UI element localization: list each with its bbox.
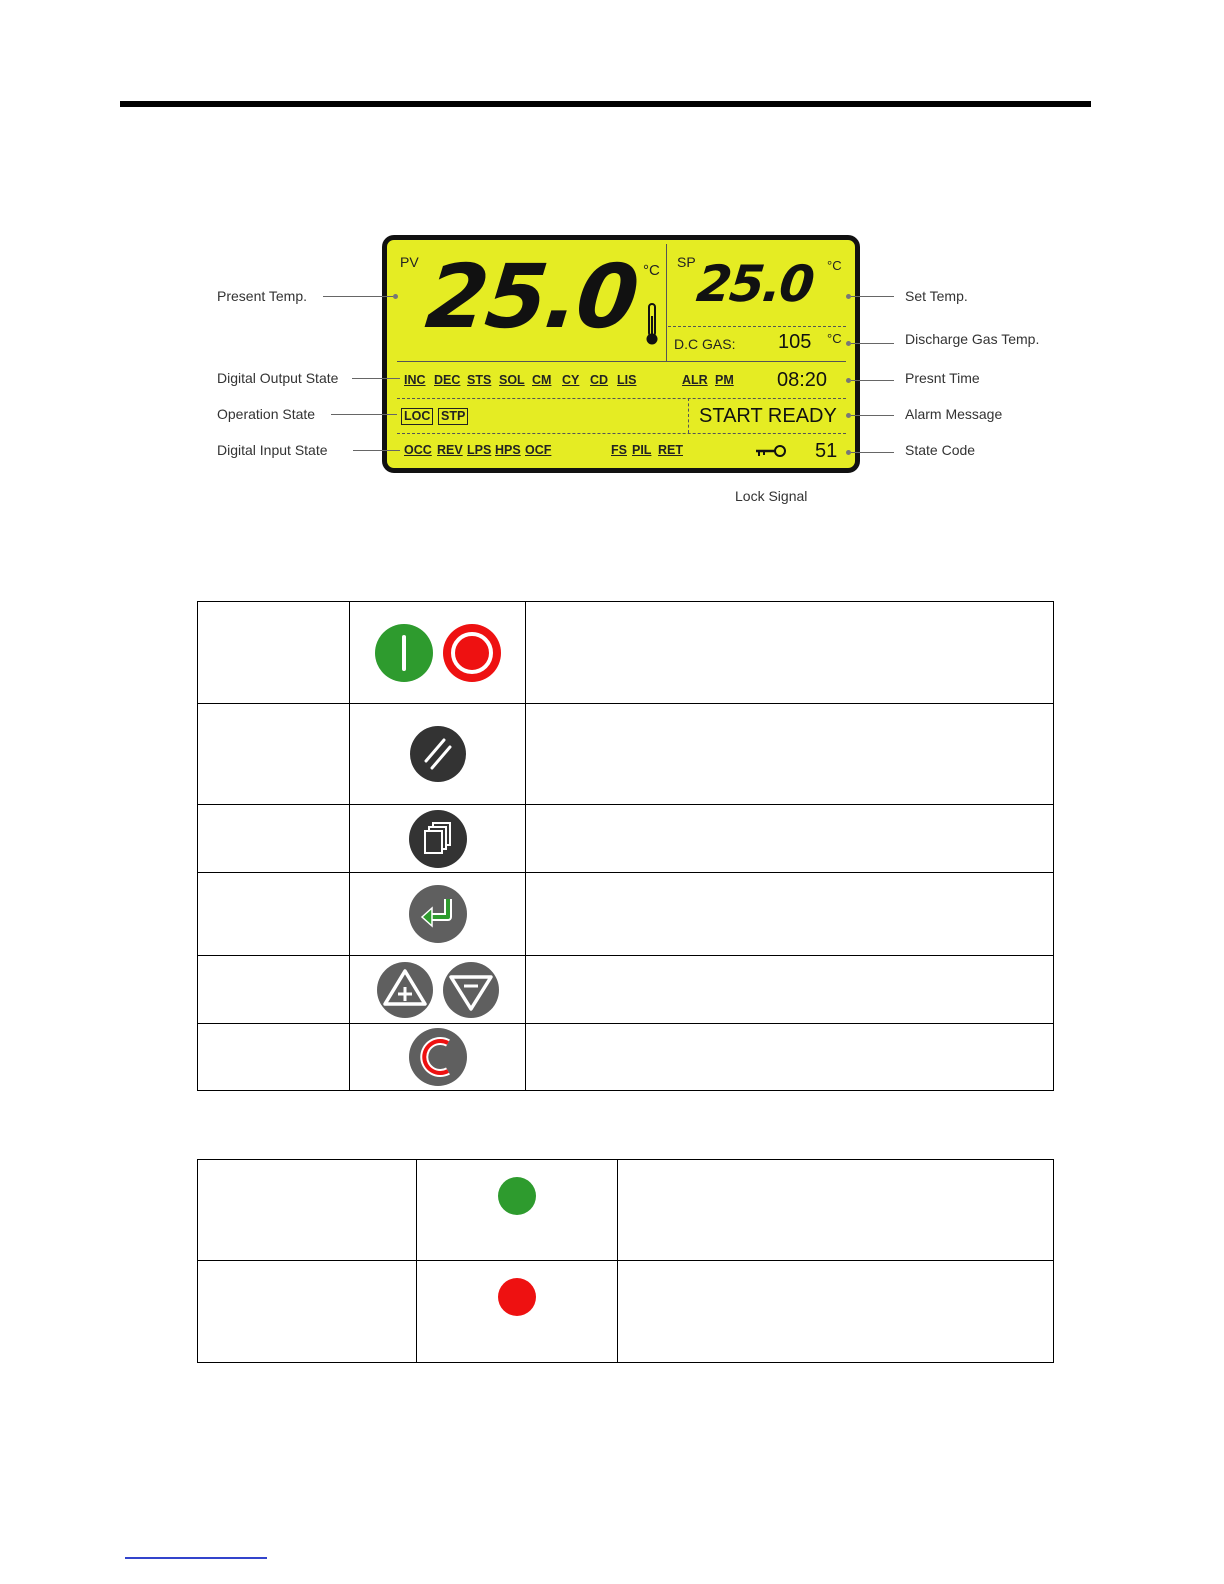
table-row (198, 1024, 1054, 1091)
table-row (198, 1261, 1054, 1363)
alarm-message: START READY (699, 405, 837, 427)
leader-set-temp (851, 296, 894, 297)
table-cell (350, 704, 526, 805)
leader-digital-input (353, 450, 400, 451)
leader-operation-state (331, 414, 397, 415)
lcd-divider-main (397, 361, 846, 362)
output-inc: INC (404, 373, 426, 387)
operation-loc: LOC (401, 408, 433, 425)
lock-key-icon (754, 444, 788, 458)
leader-alarm-message (851, 415, 894, 416)
table-cell (198, 873, 350, 956)
lcd-display (382, 235, 860, 473)
power-on-icon[interactable] (374, 623, 434, 683)
lcd-divider-dashed (668, 326, 846, 327)
callout-state-code: State Code (905, 442, 976, 458)
callout-digital-output-state: Digital Output State (217, 370, 339, 386)
table-row (198, 956, 1054, 1024)
callout-present-temp: Present Temp. (217, 288, 308, 304)
green-led-icon (497, 1176, 537, 1216)
lcd-time: 08:20 (777, 369, 828, 391)
table-cell (618, 1261, 1054, 1363)
table-cell (350, 805, 526, 873)
callout-present-time: Presnt Time (905, 370, 980, 386)
input-rev: REV (437, 443, 463, 457)
input-occ: OCC (404, 443, 432, 457)
output-dec: DEC (434, 373, 461, 387)
leader-discharge-gas (851, 343, 894, 344)
callout-alarm-message: Alarm Message (905, 406, 1003, 422)
table-cell (526, 873, 1054, 956)
input-fs: FS (611, 443, 627, 457)
table-cell (198, 1261, 417, 1363)
table-row (198, 1160, 1054, 1261)
callout-set-temp: Set Temp. (905, 288, 968, 304)
callout-lock-signal: Lock Signal (735, 488, 808, 504)
leader-dot (393, 294, 398, 299)
table-cell (526, 704, 1054, 805)
table-row (198, 873, 1054, 956)
table-cell (526, 956, 1054, 1024)
leader-state-code (851, 452, 894, 453)
sp-unit: °C (827, 258, 842, 273)
table-cell (198, 1024, 350, 1091)
callout-operation-state: Operation State (217, 406, 316, 422)
alarm-flag-pm: PM (715, 373, 734, 387)
pv-value: 25.0 (421, 245, 642, 348)
table-cell (526, 1024, 1054, 1091)
table-cell (198, 602, 350, 704)
down-minus-icon[interactable] (442, 961, 500, 1019)
table-cell (350, 602, 526, 704)
table-cell (198, 956, 350, 1024)
input-lps: LPS (467, 443, 492, 457)
table-row (198, 805, 1054, 873)
leader-present-time (851, 380, 894, 381)
table-cell (350, 956, 526, 1024)
table-cell (526, 805, 1054, 873)
pages-icon[interactable] (408, 809, 468, 869)
table-row (198, 602, 1054, 704)
dc-gas-value: 105 (778, 331, 812, 353)
leader-present-temp (323, 296, 393, 297)
table-cell (350, 1024, 526, 1091)
state-code: 51 (815, 440, 838, 462)
alarm-flag-alr: ALR (682, 373, 708, 387)
table-row (198, 704, 1054, 805)
sp-value: 25.0 (693, 255, 816, 313)
output-lis: LIS (617, 373, 637, 387)
table-cell (526, 602, 1054, 704)
operation-stp: STP (438, 408, 468, 425)
output-cd: CD (590, 373, 609, 387)
red-led-icon (497, 1277, 537, 1317)
table-cell (350, 873, 526, 956)
power-off-icon[interactable] (442, 623, 502, 683)
pv-unit: °C (643, 262, 660, 279)
callout-digital-input-state: Digital Input State (217, 442, 328, 458)
dc-gas-unit: °C (827, 331, 842, 346)
table-cell (417, 1160, 618, 1261)
table-cell (198, 805, 350, 873)
reset-icon[interactable] (409, 725, 467, 783)
output-cy: CY (562, 373, 580, 387)
lcd-divider-vertical (666, 244, 667, 361)
callout-discharge-gas-temp: Discharge Gas Temp. (905, 331, 1040, 347)
pv-label: PV (400, 254, 419, 270)
lcd-divider-row1 (397, 398, 846, 399)
cancel-icon[interactable] (408, 1027, 468, 1087)
lcd-divider-row2 (397, 433, 846, 434)
table-cell (618, 1160, 1054, 1261)
leader-digital-output (352, 378, 400, 379)
up-plus-icon[interactable] (376, 961, 434, 1019)
sp-label: SP (677, 254, 696, 270)
table-cell (198, 1160, 417, 1261)
dc-gas-label: D.C GAS: (674, 336, 736, 352)
table-cell (198, 704, 350, 805)
input-ret: RET (658, 443, 683, 457)
lcd-divider-alarm (688, 398, 689, 433)
enter-icon[interactable] (408, 884, 468, 944)
input-ocf: OCF (525, 443, 552, 457)
input-pil: PIL (632, 443, 652, 457)
input-hps: HPS (495, 443, 521, 457)
key-table (197, 601, 1054, 1091)
top-rule (120, 101, 1091, 107)
footer-link-underline[interactable] (125, 1557, 267, 1559)
led-table (197, 1159, 1054, 1363)
output-cm: CM (532, 373, 552, 387)
thermometer-icon (645, 302, 659, 346)
output-sol: SOL (499, 373, 525, 387)
table-cell (417, 1261, 618, 1363)
output-sts: STS (467, 373, 492, 387)
